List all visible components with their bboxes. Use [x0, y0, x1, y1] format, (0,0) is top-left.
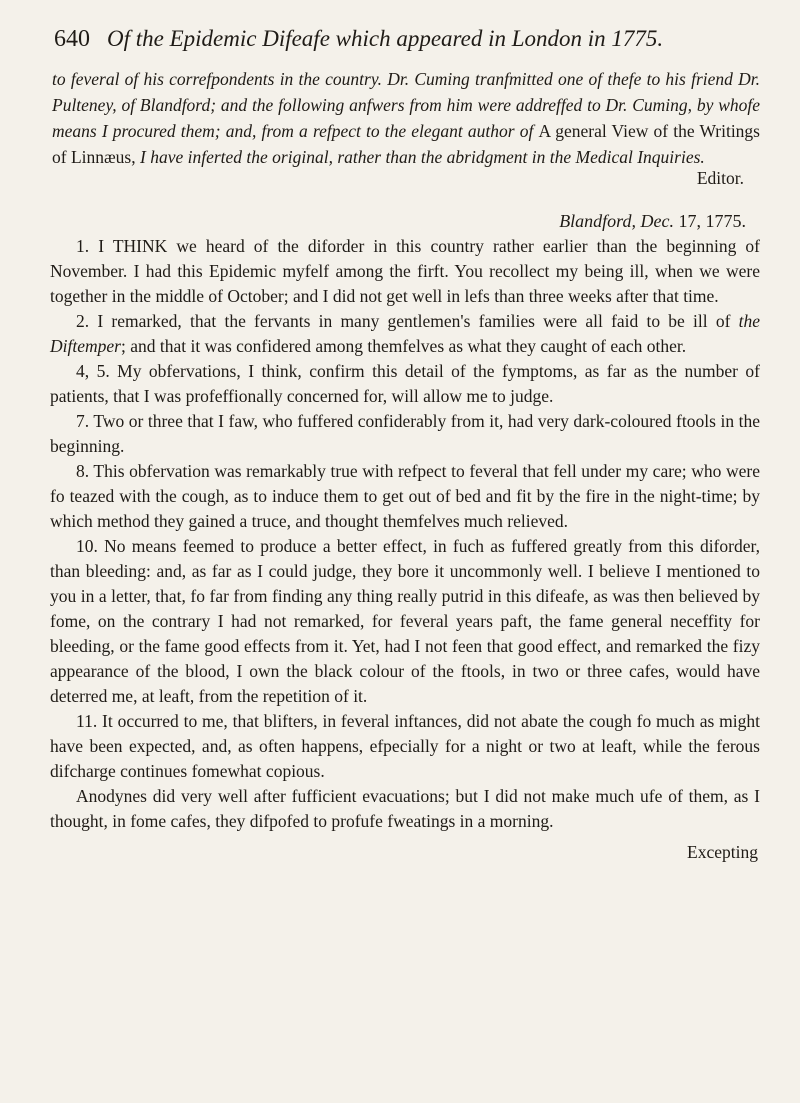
paragraph: 4, 5. My obfervations, I think, confirm this detail of the fymptoms, as far as the number of patients, that I was profeffionally concerned for, will allow me to judge. — [50, 361, 760, 406]
letter-dateline — [50, 208, 760, 234]
paragraph: 1. I THINK we heard of the diforder in this country rather earlier than the beginning of November. I had this Epidemic myfelf among the firft. You recollect my being ill, when we were together in the middle of October; and I did not get well in lefs than three weeks after that time. — [50, 236, 760, 306]
paragraph: Anodynes did very well after fufficient evacuations; but I did not make much ufe of them, as I thought, in fome cafes, they difpofed to profufe fweatings in a morning. — [50, 786, 760, 831]
running-head — [50, 18, 760, 60]
paragraph-text: ; and that it was confidered among themfelves as what they caught of each other. — [120, 336, 687, 356]
page-number: 640 — [54, 26, 90, 52]
dateline-date: 17, 1775. — [678, 211, 746, 231]
paragraph — [50, 309, 760, 359]
intro-text-a: to feveral of his correfpondents in the country. Dr. Cuming tranfmitted one of thefe to his friend Dr. Pulteney, of Blandford; and the following anfwers from him were addreffed to Dr. Cuming, by whofe means I procured them; and, from a refpect to the elegant author of — [52, 69, 760, 141]
paragraph: 10. No means feemed to produce a better effect, in fuch as fuffered greatly from this diforder, than bleeding: and, as far as I could judge, they bore it uncommonly well. I believe I mentioned to you in a letter, that, fo far from finding any thing really putrid in this difeafe, as was then believed by fome, on the contrary I had not remarked, for feveral years paft, the fame general neceffity for bleeding, or the fame good effects from it. Yet, had I not feen that good effect, and remarked the fizy appearance of the blood, I own the black colour of the ftools, in two or three cafes, would have deterred me, at leaft, from the repetition of it. — [50, 536, 760, 706]
paragraph: 11. It occurred to me, that blifters, in feveral inftances, did not abate the cough fo much as might have been expected, and, as often happens, efpecially for a night or two at leaft, while the ferous difcharge continues fomewhat copious. — [50, 711, 760, 781]
running-title: Of the Epidemic Difeafe which appeared in London in 1775. — [107, 26, 664, 51]
editor-signature: Editor. — [696, 168, 744, 188]
catchword: Excepting — [687, 842, 758, 862]
intro-work-title: A general View of the Writings of Linnæus, — [52, 121, 760, 167]
editor-introduction — [52, 66, 760, 170]
paragraph-text: 2. I remarked, that the fervants in many gentlemen's families were all faid to be ill of — [76, 311, 739, 331]
dateline-place: Blandford, Dec. — [559, 211, 674, 231]
paragraph: 7. Two or three that I faw, who fuffered confiderably from it, had very dark-coloured ftools in the beginning. — [50, 411, 760, 456]
paragraph: 8. This obfervation was remarkably true with refpect to feveral that fell under my care; who were fo teazed with the cough, as to induce them to get out of bed and fit by the fire in the night-time; by which method they gained a truce, and thought themfelves much relieved. — [50, 461, 760, 531]
intro-text-c: I have inferted the original, rather than the abridgment in the Medical Inquiries. — [135, 147, 705, 167]
paragraph-italic: the Diftemper — [50, 311, 760, 356]
